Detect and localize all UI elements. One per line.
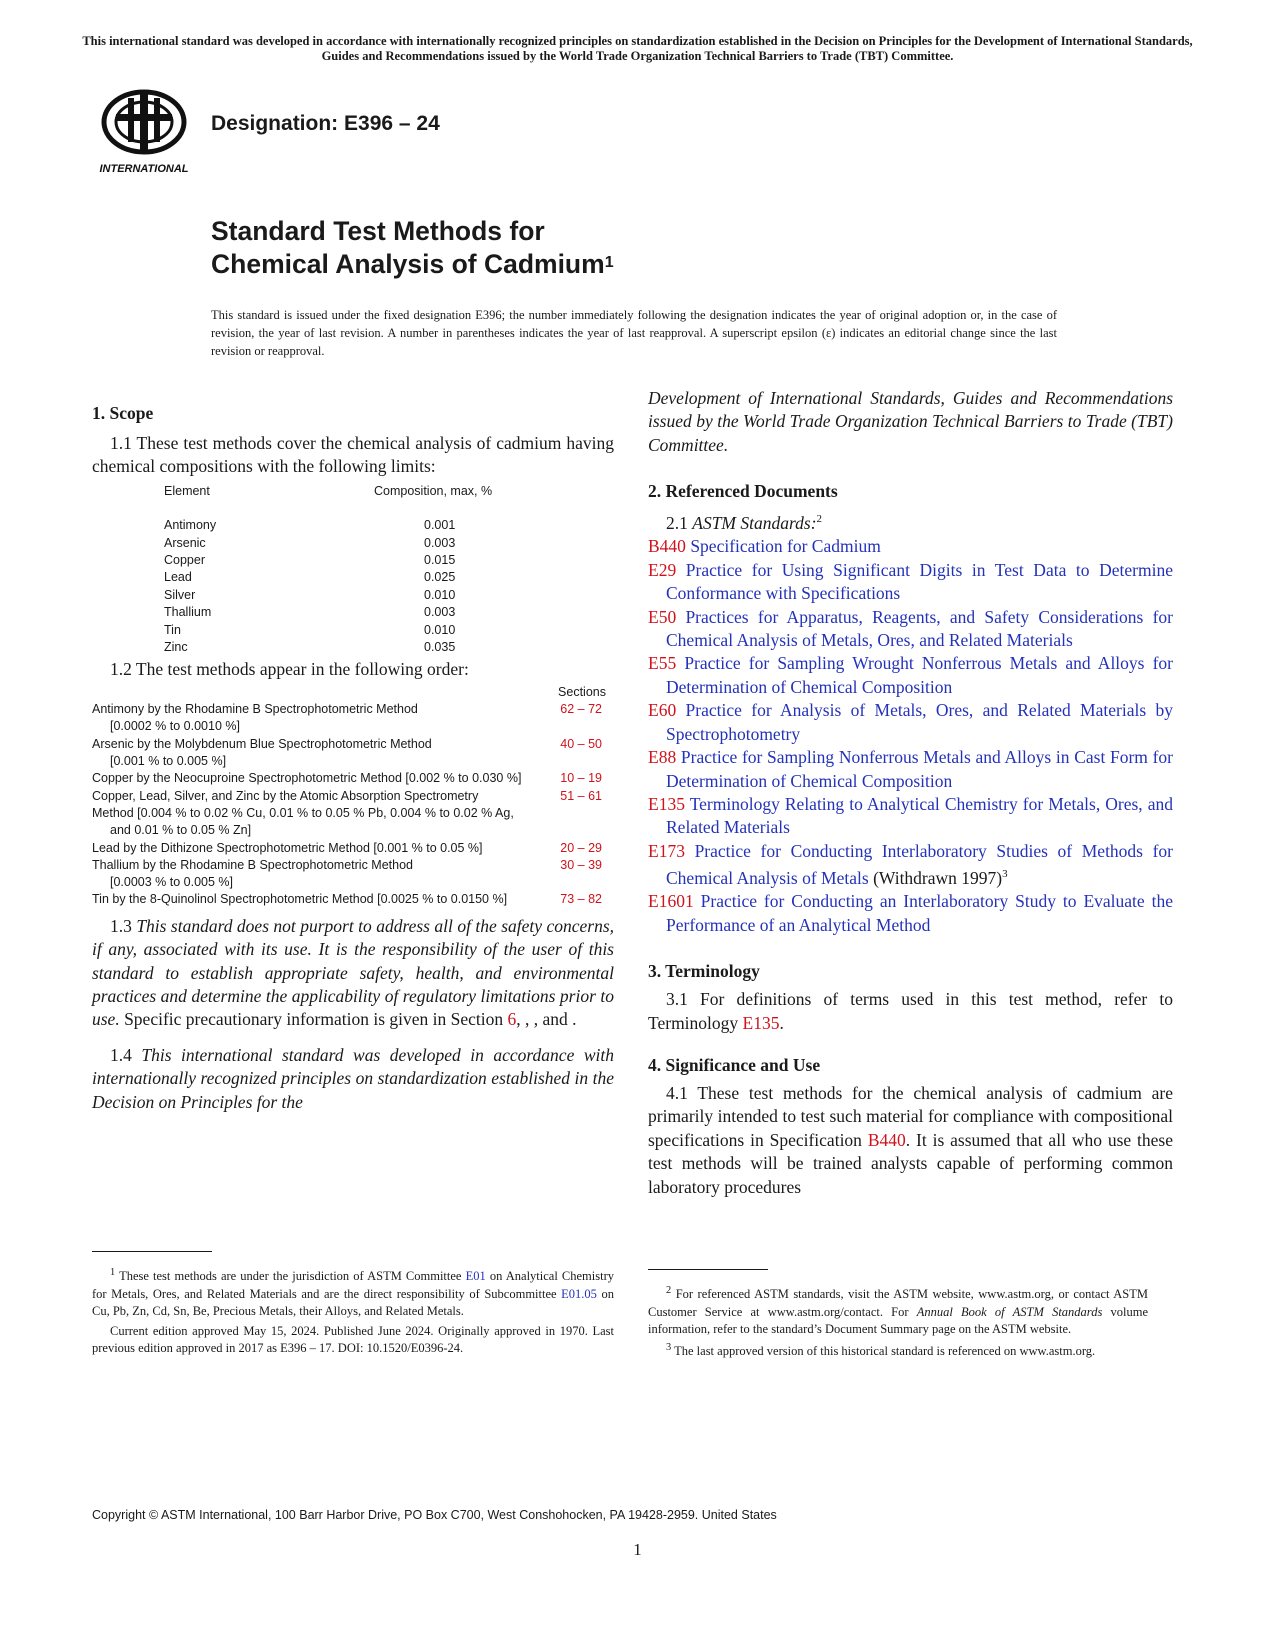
ref-code-link[interactable]: E88 [648, 747, 677, 768]
top-notice: This international standard was developed in accordance with internationally recognized principles on standardization established in the Decision on Principles for the Development of International Standards, Guides and Recommendations issued by the World Trade Organization Technical Barriers to Trade (TBT) Committee. [82, 34, 1193, 63]
method-sections-link[interactable]: 20 – 29 [560, 840, 602, 855]
ref-item [648, 535, 1173, 558]
table-row: Tin 0.010 [164, 622, 456, 637]
right-column [648, 388, 1174, 1358]
page-number: 1 [633, 1540, 642, 1559]
footnote-rule [92, 1251, 212, 1252]
para-1-3: 1.3 This standard does not purport to address all of the safety concerns, if any, associated with its use. It is the responsibility of the user of this standard to establish appropriate safety, health, and environmental practices and determine the applicability of regulatory limitations prior to use. Specific precautionary information is given in Section 6, , , and . [92, 915, 615, 1030]
ref-item [648, 746, 1173, 793]
ref-code-link[interactable]: E50 [648, 606, 677, 627]
ref-title-link[interactable]: Practice for Sampling Nonferrous Metals and Alloys in Cast Form for Determination of Chemical Composition [666, 747, 1174, 791]
footnote-1: $^1$ These test methods are under the jurisdiction of ASTM Committee E01 on Analytical Chemistry for Metals, Ores, and Related Materials and are the direct responsibility of Subcommittee E01.05 on Cu, Pb, Zn, Cd, Sn, Be, Precious Metals, their Alloys, and Related Metals. [92, 1267, 615, 1319]
method-sections-link[interactable]: 62 – 72 [560, 702, 602, 717]
ref-code-link[interactable]: E1601 [648, 891, 694, 912]
method-sections-link[interactable]: 73 – 82 [560, 892, 602, 907]
table-row: Lead 0.025 [164, 570, 456, 585]
left-column [92, 403, 615, 1356]
ref-item [648, 652, 1173, 699]
col-element-header: Element [164, 483, 210, 498]
footnotes-left [92, 1251, 614, 1358]
method-sections-link[interactable]: 30 – 39 [560, 857, 602, 872]
ref-item [648, 559, 1173, 606]
table-row: Silver 0.010 [164, 587, 456, 602]
terminology-heading: 3. Terminology [648, 961, 760, 982]
ref-title-link[interactable]: Practice for Conducting an Interlaboratory Study to Evaluate the Performance of an Analytical Method [666, 891, 1173, 935]
methods-list [92, 684, 614, 909]
issuance-statement: This standard is issued under the fixed designation E396; the number immediately following the designation indicates the year of original adoption or, in the case of revision, the year of last revision. A number in parentheses indicates the year of last reapproval. A superscript epsilon (ε) indicates an editorial change since the last revision or reapproval. [211, 308, 1057, 358]
method-sections-link[interactable]: 51 – 61 [560, 788, 602, 803]
ref-code-link[interactable]: E173 [648, 840, 685, 861]
method-item: Copper, Lead, Silver, and Zinc by the Atomic Absorption Spectrometry Method [0.004 % to 0.02 % Cu, 0.01 % to 0.05 % Pb, 0.004 % to 0.02 % Ag, and 0.01 % to 0.05 % Zn] 51 – 61 [92, 788, 614, 840]
para-1-1: 1.1 These test methods cover the chemical analysis of cadmium having chemical compositions with the following limits: [92, 433, 614, 477]
method-item: Arsenic by the Molybdenum Blue Spectrophotometric Method [0.001 % to 0.005 %] 40 – 50 [92, 736, 614, 771]
para-2-1: 2.1 ASTM Standards:$^2$ [666, 513, 823, 534]
table-row: Antimony 0.001 [164, 518, 456, 533]
refdocs-heading: 2. Referenced Documents [648, 481, 838, 502]
composition-table [164, 483, 524, 657]
astm-logo [92, 84, 198, 180]
ref-title-link[interactable]: Practice for Using Significant Digits in Test Data to Determine Conformance with Specifications [666, 559, 1173, 604]
table-row: Copper 0.015 [164, 553, 456, 568]
ref-title-link[interactable]: Practice for Conducting Interlaboratory Studies of Methods for Chemical Analysis of Metals [666, 840, 1174, 888]
ref-title-link[interactable]: Practices for Apparatus, Reagents, and Safety Considerations for Chemical Analysis of Metals, Ores, and Related Materials [666, 606, 1173, 651]
para-3-1: 3.1 For definitions of terms used in this test method, refer to Terminology E135. [648, 989, 1173, 1033]
footnote-3: $^3$ The last approved version of this historical standard is referenced on www.astm.org. [666, 1341, 1096, 1358]
ref-title-link[interactable]: Practice for Sampling Wrought Nonferrous Metals and Alloys for Determination of Chemical Composition [666, 653, 1174, 697]
ref-item: E173 Practice for Conducting Interlaboratory Studies of Methods for Chemical Analysis of Metals (Withdrawn 1997)$^3$ [648, 840, 1174, 888]
col-composition-header: Composition, max, % [374, 483, 493, 498]
method-sections-link[interactable]: 10 – 19 [560, 771, 602, 786]
designation: Designation: E396 – 24 [211, 112, 440, 135]
para-1-4-left: 1.4 This international standard was developed in accordance with internationally recognized principles on standardization established in the Decision on Principles for the [92, 1044, 615, 1112]
para-1-2: 1.2 The test methods appear in the following order: [110, 659, 469, 680]
method-item: Copper by the Neocuproine Spectrophotometric Method [0.002 % to 0.030 %] 10 – 19 [92, 770, 614, 787]
edition-note: Current edition approved May 15, 2024. Published June 2024. Originally approved in 1970. Last previous edition approved in 2017 as E396 – 17. DOI: 10.1520/E0396-24. [92, 1323, 614, 1356]
para-1-4-right: Development of International Standards, Guides and Recommendations issued by the World Trade Organization Technical Barriers to Trade (TBT) Committee. [648, 388, 1173, 455]
ref-title-link[interactable]: Practice for Analysis of Metals, Ores, and Related Materials by Spectrophotometry [666, 700, 1173, 744]
title-footnote-mark: 1 [604, 254, 614, 271]
footnote-2: $^2$ For referenced ASTM standards, visit the ASTM website, www.astm.org, or contact ASTM Customer Service at www.astm.org/contact. For Annual Book of ASTM Standards volume information, refer to the standard’s Document Summary page on the ASTM website. [648, 1285, 1149, 1337]
method-item: Lead by the Dithizone Spectrophotometric Method [0.001 % to 0.05 %] 20 – 29 [92, 840, 614, 857]
para-4-1: 4.1 These test methods for the chemical analysis of cadmium are primarily intended to test such material for compliance with compositional specifications in Specification B440. It is assumed that all who use these test methods will be trained analysts capable of performing common laboratory procedures [648, 1083, 1174, 1197]
ref-title-link[interactable]: Specification for Cadmium [690, 536, 881, 557]
copyright-footer: Copyright © ASTM International, 100 Barr Harbor Drive, PO Box C700, West Conshohocken, PA 19428-2959. United States [92, 1508, 777, 1522]
title-line-1: Standard Test Methods for [211, 216, 545, 246]
table-row: Arsenic 0.003 [164, 535, 456, 550]
referenced-list [648, 535, 1173, 937]
ref-code-link[interactable]: E135 [648, 793, 685, 814]
logo-text: INTERNATIONAL [99, 163, 189, 175]
ref-code-link[interactable]: E55 [648, 653, 677, 674]
ref-code-link[interactable]: B440 [648, 536, 686, 557]
e01-05-link[interactable]: E01.05 [561, 1286, 597, 1301]
method-item: Thallium by the Rhodamine B Spectrophotometric Method [0.0003 % to 0.005 %] 30 – 39 [92, 857, 614, 892]
title-line-2: Chemical Analysis of Cadmium [211, 249, 605, 279]
method-sections-link[interactable]: 40 – 50 [560, 736, 602, 751]
footnote-rule [648, 1269, 768, 1270]
ref-title-link[interactable]: Terminology Relating to Analytical Chemistry for Metals, Ores, and Related Materials [666, 793, 1173, 838]
footnotes-right [648, 1269, 1148, 1360]
method-item: Tin by the 8-Quinolinol Spectrophotometric Method [0.0025 % to 0.0150 %] 73 – 82 [92, 891, 614, 908]
significance-heading: 4. Significance and Use [648, 1055, 821, 1075]
ref-item [648, 699, 1173, 746]
ref-code-link[interactable]: E29 [648, 559, 677, 580]
table-row: Zinc 0.035 [164, 640, 456, 655]
section-6-link[interactable]: 6 [507, 1009, 517, 1030]
sections-label: Sections [558, 684, 606, 699]
page-title [211, 215, 614, 281]
e01-link[interactable]: E01 [465, 1269, 486, 1284]
method-item: Antimony by the Rhodamine B Spectrophotometric Method [0.0002 % to 0.0010 %] 62 – 72 [92, 701, 614, 736]
ref-item [648, 793, 1173, 840]
ref-item [648, 890, 1173, 937]
table-row: Thallium 0.003 [164, 605, 456, 620]
ref-item [648, 606, 1173, 653]
scope-heading: 1. Scope [92, 403, 154, 423]
ref-code-link[interactable]: E60 [648, 700, 677, 721]
b440-link[interactable]: B440 [867, 1129, 906, 1150]
e135-link[interactable]: E135 [742, 1012, 780, 1033]
